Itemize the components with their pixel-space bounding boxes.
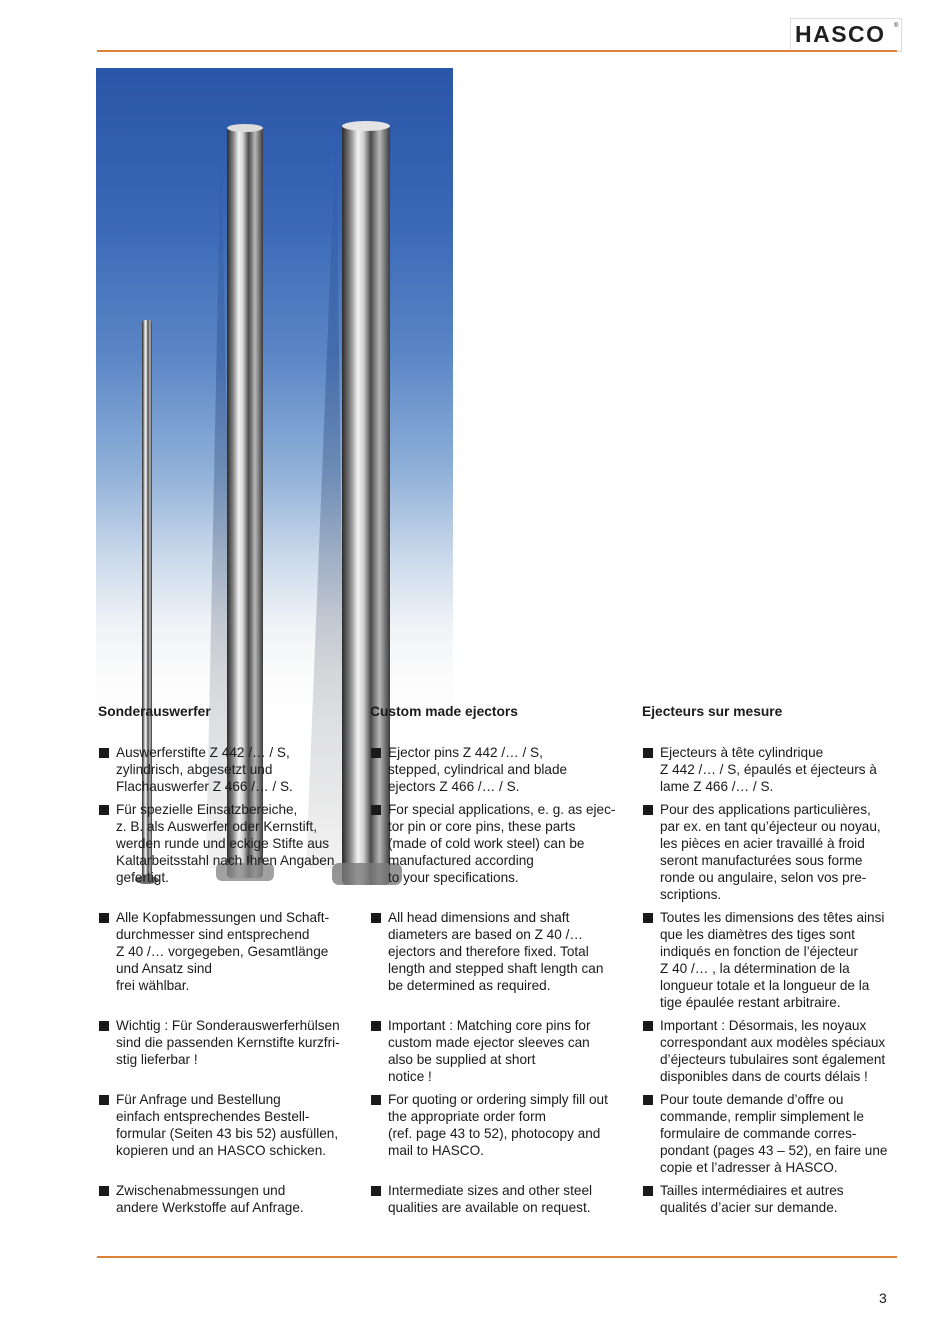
- registered-mark: ®: [894, 23, 899, 29]
- list-item: For quoting or ordering simply fill out the appropriate order form (ref. page 43 to 52), photocopy and mail to HASCO.: [370, 1091, 632, 1159]
- list-item: Tailles intermédiaires et autres qualités d’acier sur demande.: [642, 1182, 904, 1216]
- list-item: All head dimensions and shaft diameters are based on Z 40 /… ejectors and therefore fixed. Total length and stepped shaft length can be determined as required.: [370, 909, 632, 994]
- column-french: [642, 703, 904, 1216]
- medium-pin-top: [227, 124, 263, 132]
- column-title: Ejecteurs sur mesure: [642, 704, 783, 719]
- list-item: Pour des applications particulières, par ex. en tant qu’éjecteur ou noyau, les pièces en acier travaillé à froid seront manufacturées sous forme ronde ou angulaire, selon vos pre- scriptions.: [642, 801, 904, 903]
- bullet-square-icon: [99, 1021, 109, 1031]
- list-item: Ejecteurs à tête cylindrique Z 442 /… / S, épaulés et éjecteurs à lame Z 466 /… / S.: [642, 744, 904, 795]
- hasco-logo: [790, 18, 902, 52]
- header-rule: [97, 50, 897, 52]
- bullet-square-icon: [643, 1186, 653, 1196]
- bullet-square-icon: [371, 805, 381, 815]
- bullet-square-icon: [643, 748, 653, 758]
- column-title: Sonderauswerfer: [98, 704, 211, 719]
- list-item: Alle Kopfabmessungen und Schaft- durchmesser sind entsprechend Z 40 /… vorgegeben, Gesamtlänge und Ansatz sind frei wählbar.: [98, 909, 360, 994]
- bullet-square-icon: [99, 913, 109, 923]
- bullet-square-icon: [643, 1095, 653, 1105]
- list-item: Auswerferstifte Z 442 /… / S, zylindrisch, abgesetzt und Flachauswerfer Z 466 /… / S.: [98, 744, 360, 795]
- list-item: Ejector pins Z 442 /… / S, stepped, cylindrical and blade ejectors Z 466 /… / S.: [370, 744, 632, 795]
- list-item: Important : Matching core pins for custom made ejector sleeves can also be supplied at short notice !: [370, 1017, 632, 1085]
- bullet-square-icon: [371, 1095, 381, 1105]
- list-item: Pour toute demande d’offre ou commande, remplir simplement le formulaire de commande corres- pondant (pages 43 – 52), en faire une copie et l’adresser à HASCO.: [642, 1091, 904, 1176]
- column-german: [98, 703, 360, 1216]
- list-item: Für spezielle Einsatzbereiche, z. B. als Auswerfer oder Kernstift, werden runde und eckige Stifte aus Kaltarbeitsstahl nach Ihren Angaben gefertigt.: [98, 801, 360, 886]
- bullet-square-icon: [99, 1186, 109, 1196]
- bullet-square-icon: [643, 913, 653, 923]
- bullet-square-icon: [643, 805, 653, 815]
- list-item: Wichtig : Für Sonderauswerferhülsen sind die passenden Kernstifte kurzfri- stig lieferbar !: [98, 1017, 360, 1068]
- logo-text: HASCO: [795, 21, 886, 47]
- bullet-square-icon: [99, 1095, 109, 1105]
- list-item: Toutes les dimensions des têtes ainsi que les diamètres des tiges sont indiqués en fonction de l’éjecteur Z 40 /… , la détermination de la longueur totale et la longueur de la tige épaulée restant arbitraire.: [642, 909, 904, 1011]
- list-item: Zwischenabmessungen und andere Werkstoffe auf Anfrage.: [98, 1182, 360, 1216]
- bullet-square-icon: [371, 1021, 381, 1031]
- bullet-square-icon: [371, 748, 381, 758]
- bullet-square-icon: [643, 1021, 653, 1031]
- bullet-square-icon: [371, 913, 381, 923]
- list-item: Für Anfrage und Bestellung einfach entsprechendes Bestell- formular (Seiten 43 bis 52) ausfüllen, kopieren und an HASCO schicken.: [98, 1091, 360, 1159]
- bullet-square-icon: [371, 1186, 381, 1196]
- list-item: Important : Désormais, les noyaux correspondant aux modèles spéciaux d’éjecteurs tubulaires sont également disponibles dans de courts délais !: [642, 1017, 904, 1085]
- bullet-square-icon: [99, 805, 109, 815]
- column-english: [370, 703, 632, 1216]
- list-item: For special applications, e. g. as ejec- tor pin or core pins, these parts (made of cold work steel) can be manufactured according to your specifications.: [370, 801, 632, 886]
- footer-rule: [97, 1256, 897, 1258]
- page-number: 3: [879, 1290, 887, 1306]
- list-item: Intermediate sizes and other steel qualities are available on request.: [370, 1182, 632, 1216]
- large-pin-top: [342, 121, 390, 131]
- column-title: Custom made ejectors: [370, 704, 518, 719]
- bullet-square-icon: [99, 748, 109, 758]
